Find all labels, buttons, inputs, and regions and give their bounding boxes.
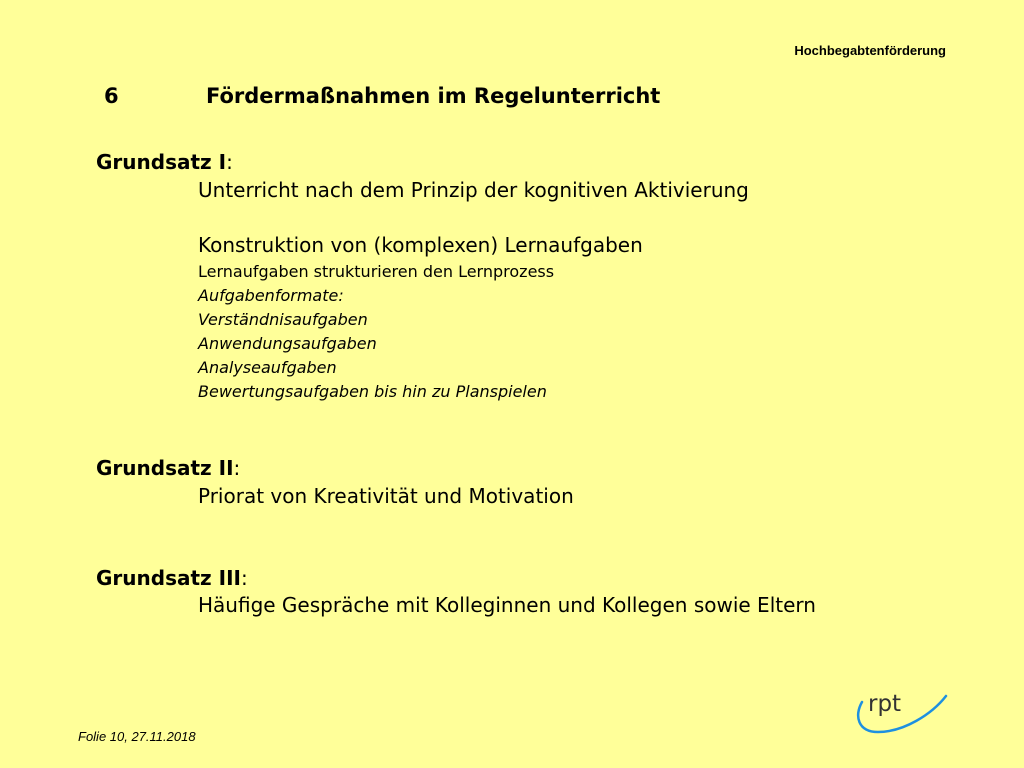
rpt-logo: [852, 688, 952, 738]
principle-1-colon: :: [226, 150, 233, 174]
logo-swoosh-icon: [852, 688, 952, 738]
principle-2-label: Grundsatz II: [96, 456, 234, 480]
formats-label: Aufgabenformate:: [198, 286, 344, 305]
slide-title: Fördermaßnahmen im Regelunterricht: [206, 84, 661, 108]
principle-3-colon: :: [240, 566, 248, 590]
principle-2-colon: :: [233, 456, 241, 480]
slide-number: 6: [104, 84, 119, 108]
principle-3-label: Grundsatz III: [96, 566, 241, 590]
principle-2-line: Priorat von Kreativität und Motivation: [198, 484, 574, 508]
format-item: Verständnisaufgaben: [198, 310, 368, 329]
format-item: Bewertungsaufgaben bis hin zu Planspielen: [198, 382, 547, 401]
header-label: Hochbegabtenförderung: [794, 43, 946, 58]
principle-3-heading: [96, 566, 248, 590]
format-item: Analyseaufgaben: [198, 358, 337, 377]
slide-footer: Folie 10, 27.11.2018: [78, 729, 196, 744]
principle-1-label: Grundsatz I: [96, 150, 227, 174]
principle-2-heading: [96, 456, 240, 480]
principle-1-heading: [96, 150, 233, 174]
principle-1-line: Unterricht nach dem Prinzip der kognitiven Aktivierung: [198, 178, 749, 202]
principle-3-line: Häufige Gespräche mit Kolleginnen und Kollegen sowie Eltern: [198, 593, 816, 617]
principle-1-subheading: Konstruktion von (komplexen) Lernaufgaben: [198, 233, 643, 257]
principle-1-detail: Lernaufgaben strukturieren den Lernprozess: [198, 262, 555, 281]
format-item: Anwendungsaufgaben: [198, 334, 377, 353]
logo-text: rpt: [868, 691, 902, 717]
